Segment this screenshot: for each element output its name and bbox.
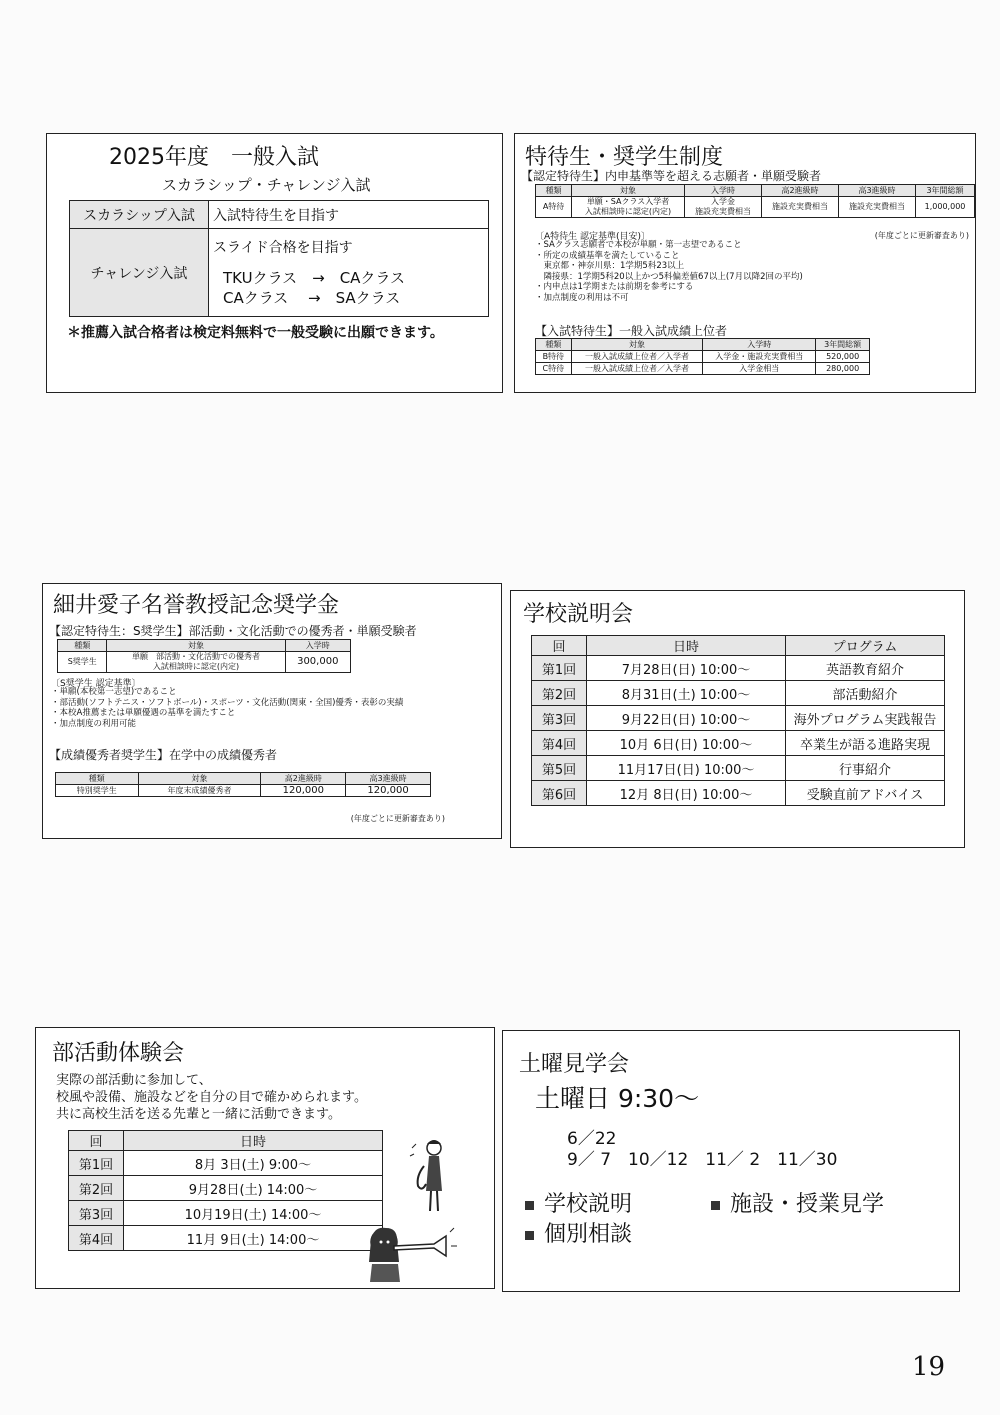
saxophone-player-illustration bbox=[404, 1136, 454, 1216]
merit-h-g2: 高2進級時 bbox=[261, 773, 346, 785]
exam-b-entry: 入学金・施設充実費相当 bbox=[703, 351, 816, 363]
club-date: 10月19日(土) 14:00〜 bbox=[124, 1201, 383, 1226]
merit-h-type: 種類 bbox=[56, 773, 139, 785]
exam-h-type: 種類 bbox=[536, 339, 572, 351]
club-date: 9月28日(土) 14:00〜 bbox=[124, 1176, 383, 1201]
rec-g2: 施設充実費相当 bbox=[762, 197, 839, 218]
rec-entry-2: 施設充実費相当 bbox=[694, 207, 751, 216]
criteria-list bbox=[535, 240, 803, 303]
criteria-item: ・所定の成績基準を満たしていること bbox=[535, 250, 680, 261]
info-h-no: 回 bbox=[532, 636, 587, 656]
general-exam-subtitle: スカラシップ・チャレンジ入試 bbox=[162, 176, 371, 194]
info-no: 第4回 bbox=[532, 731, 587, 756]
rec-h-total: 3年間総額 bbox=[916, 185, 975, 197]
rec-target-1: 単願・SAクラス入学者 bbox=[586, 197, 670, 206]
saturday-item-2 bbox=[711, 1187, 884, 1218]
merit-h-target: 対象 bbox=[138, 773, 261, 785]
recognized-note: (年度ごとに更新審査あり) bbox=[874, 231, 969, 240]
info-sessions-table bbox=[531, 635, 945, 806]
hosoi-s-type: S奨学生 bbox=[58, 652, 107, 673]
criteria-item: 東京都・神奈川県：1学期5科23以上 bbox=[535, 261, 685, 271]
criteria-item: ・内申点は1学期または前期を参考にする bbox=[535, 282, 694, 292]
info-program: 卒業生が語る進路実現 bbox=[786, 731, 945, 756]
hosoi-s-h-target: 対象 bbox=[107, 640, 285, 652]
info-sessions-title: 学校説明会 bbox=[523, 602, 634, 627]
club-desc-line: 校風や設備、施設などを自分の目で確かめられます。 bbox=[56, 1090, 367, 1105]
scholarship-exam-desc: 入試特待生を目指す bbox=[209, 201, 489, 229]
info-program: 行事紹介 bbox=[786, 756, 945, 781]
hosoi-criteria-list bbox=[51, 687, 403, 729]
info-date: 8月31日(土) 10:00〜 bbox=[587, 681, 786, 706]
merit-table bbox=[55, 772, 431, 797]
exam-scholar-heading: 【入試特待生】一般入試成績上位者 bbox=[535, 324, 728, 338]
hosoi-criteria-item: ・加点制度の利用可能 bbox=[51, 718, 137, 729]
info-h-date: 日時 bbox=[587, 636, 786, 656]
saturday-dates-1: 6／22 bbox=[567, 1129, 617, 1149]
club-date: 11月 9日(土) 14:00〜 bbox=[124, 1226, 383, 1251]
trumpet-player-illustration bbox=[354, 1222, 459, 1282]
info-no: 第2回 bbox=[532, 681, 587, 706]
hosoi-s-amount: 300,000 bbox=[285, 652, 350, 673]
saturday-item-3 bbox=[525, 1217, 632, 1248]
info-h-program: プログラム bbox=[786, 636, 945, 656]
page-number: 19 bbox=[912, 1352, 946, 1382]
rec-total: 1,000,000 bbox=[916, 197, 975, 218]
club-desc-line: 実際の部活動に参加して、 bbox=[56, 1073, 212, 1088]
challenge-line-3: CAクラス → SAクラス bbox=[223, 288, 401, 307]
info-no: 第3回 bbox=[532, 706, 587, 731]
challenge-exam-label: チャレンジ入試 bbox=[70, 229, 209, 317]
hosoi-criteria-item: ・部活動(ソフトテニス・ソフトボール)・スポーツ・文化活動(関東・全国)優秀・表彰の実績 bbox=[51, 697, 404, 708]
general-exam-note: ＊推薦入試合格者は検定料無料で一般受験に出願できます。 bbox=[67, 325, 444, 341]
rec-h-entry: 入学時 bbox=[684, 185, 761, 197]
info-program: 英語教育紹介 bbox=[786, 656, 945, 681]
hosoi-s-heading: 【認定特待生：S奨学生】部活動・文化活動での優秀者・単願受験者 bbox=[49, 624, 417, 638]
club-desc-line: 共に高校生活を送る先輩と一緒に活動できます。 bbox=[56, 1107, 341, 1122]
info-program: 受験直前アドバイス bbox=[786, 781, 945, 806]
club-date: 8月 3日(土) 9:00〜 bbox=[124, 1151, 383, 1176]
saturday-panel bbox=[502, 1030, 960, 1292]
club-no: 第1回 bbox=[69, 1151, 124, 1176]
info-date: 9月22日(日) 10:00〜 bbox=[587, 706, 786, 731]
challenge-line-1: スライド合格を目指す bbox=[213, 239, 353, 256]
saturday-item-label: 施設・授業見学 bbox=[730, 1192, 885, 1217]
square-bullet-icon bbox=[711, 1201, 720, 1210]
club-no: 第3回 bbox=[69, 1201, 124, 1226]
merit-h-g3: 高3進級時 bbox=[346, 773, 431, 785]
exam-c-total: 280,000 bbox=[816, 363, 870, 375]
hosoi-criteria-heading: 〔S奨学生 認定基準〕 bbox=[51, 679, 141, 689]
club-no: 第2回 bbox=[69, 1176, 124, 1201]
scholarship-panel bbox=[514, 133, 976, 393]
saturday-time: 土曜日 9:30〜 bbox=[535, 1084, 700, 1113]
scholarship-exam-label: スカラシップ入試 bbox=[70, 201, 209, 229]
recognized-table bbox=[535, 184, 975, 218]
rec-h-type: 種類 bbox=[536, 185, 572, 197]
info-sessions-panel bbox=[510, 590, 965, 848]
info-program: 部活動紹介 bbox=[786, 681, 945, 706]
saturday-item-1 bbox=[525, 1187, 632, 1218]
exam-h-total: 3年間総額 bbox=[816, 339, 870, 351]
rec-h-g2: 高2進級時 bbox=[762, 185, 839, 197]
hosoi-title: 細井愛子名誉教授記念奨学金 bbox=[53, 593, 340, 618]
hosoi-criteria-item: ・単願(本校第一志望)であること bbox=[51, 687, 177, 697]
rec-entry-1: 入学金 bbox=[710, 197, 735, 206]
hosoi-panel bbox=[42, 583, 502, 839]
rec-target-2: 入試相談時に認定(内定) bbox=[584, 207, 672, 216]
hosoi-s-h-type: 種類 bbox=[58, 640, 107, 652]
saturday-item-label: 学校説明 bbox=[544, 1192, 633, 1217]
square-bullet-icon bbox=[525, 1231, 534, 1240]
club-table bbox=[68, 1130, 383, 1251]
general-exam-table bbox=[69, 200, 489, 317]
criteria-item: ・SAクラス志願者で本校が単願・第一志望であること bbox=[535, 240, 742, 250]
club-h-no: 回 bbox=[69, 1131, 124, 1151]
exam-b-type: B特待 bbox=[536, 351, 572, 363]
general-exam-panel bbox=[46, 133, 503, 393]
rec-h-target: 対象 bbox=[572, 185, 685, 197]
info-no: 第1回 bbox=[532, 656, 587, 681]
saturday-title: 土曜見学会 bbox=[519, 1052, 630, 1077]
info-date: 11月17日(日) 10:00〜 bbox=[587, 756, 786, 781]
hosoi-s-h-amount: 入学時 bbox=[285, 640, 350, 652]
exam-h-entry: 入学時 bbox=[703, 339, 816, 351]
square-bullet-icon bbox=[525, 1201, 534, 1210]
merit-g3: 120,000 bbox=[346, 785, 431, 797]
saturday-dates-2: 9／ 7 10／12 11／ 2 11／30 bbox=[567, 1150, 838, 1170]
rec-g3: 施設充実費相当 bbox=[839, 197, 916, 218]
exam-h-target: 対象 bbox=[571, 339, 703, 351]
criteria-heading: 〔A特待生 認定基準(目安)〕 bbox=[535, 232, 651, 242]
merit-g2: 120,000 bbox=[261, 785, 346, 797]
club-no: 第4回 bbox=[69, 1226, 124, 1251]
merit-note: (年度ごとに更新審査あり) bbox=[350, 814, 445, 823]
exam-b-total: 520,000 bbox=[816, 351, 870, 363]
scholarship-title: 特待生・奨学生制度 bbox=[525, 145, 724, 170]
club-desc bbox=[56, 1072, 367, 1123]
info-date: 12月 8日(日) 10:00〜 bbox=[587, 781, 786, 806]
exam-scholar-table bbox=[535, 338, 870, 375]
hosoi-s-target-1: 単願 部活動・文化活動での優秀者 bbox=[132, 652, 260, 661]
rec-h-g3: 高3進級時 bbox=[839, 185, 916, 197]
recognized-heading: 【認定特待生】内申基準等を超える志願者・単願受験者 bbox=[521, 169, 822, 183]
rec-type: A特待 bbox=[536, 197, 572, 218]
info-no: 第6回 bbox=[532, 781, 587, 806]
exam-b-target: 一般入試成績上位者／入学者 bbox=[571, 351, 703, 363]
hosoi-s-target-2: 入試相談時に認定(内定) bbox=[152, 662, 240, 671]
saturday-item-label: 個別相談 bbox=[544, 1222, 633, 1247]
club-panel bbox=[35, 1027, 495, 1289]
merit-heading: 【成績優秀者奨学生】在学中の成績優秀者 bbox=[49, 748, 278, 762]
info-program: 海外プログラム実践報告 bbox=[786, 706, 945, 731]
club-title: 部活動体験会 bbox=[52, 1041, 185, 1066]
exam-c-target: 一般入試成績上位者／入学者 bbox=[571, 363, 703, 375]
info-date: 7月28日(日) 10:00〜 bbox=[587, 656, 786, 681]
info-no: 第5回 bbox=[532, 756, 587, 781]
challenge-line-2: TKUクラス → CAクラス bbox=[223, 268, 405, 287]
exam-c-entry: 入学金相当 bbox=[703, 363, 816, 375]
hosoi-criteria-item: ・本校A推薦または単願優遇の基準を満たすこと bbox=[51, 708, 236, 718]
info-date: 10月 6日(日) 10:00〜 bbox=[587, 731, 786, 756]
criteria-item: ・加点制度の利用は不可 bbox=[535, 292, 629, 303]
merit-type: 特別奨学生 bbox=[56, 785, 139, 797]
exam-c-type: C特待 bbox=[536, 363, 572, 375]
merit-target: 年度末成績優秀者 bbox=[138, 785, 261, 797]
general-exam-title: 2025年度 一般入試 bbox=[109, 145, 319, 170]
club-h-date: 日時 bbox=[124, 1131, 383, 1151]
criteria-item: 隣接県：1学期5科20以上かつ5科偏差値67以上(7月以降2回の平均) bbox=[535, 271, 803, 282]
hosoi-s-table bbox=[57, 639, 351, 673]
